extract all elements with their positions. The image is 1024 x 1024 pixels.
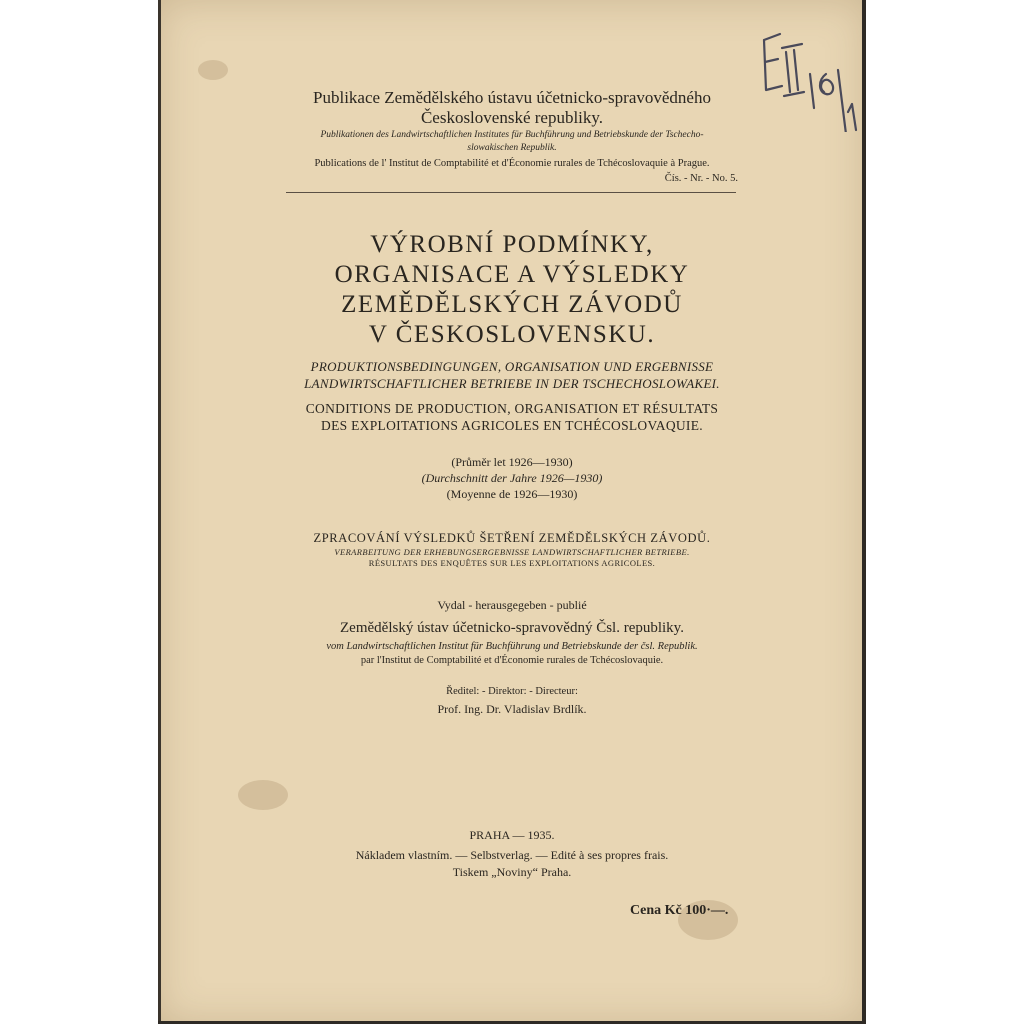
title-line3: ZEMĚDĚLSKÝCH ZÁVODŮ xyxy=(341,291,683,318)
publisher-name: Zemědělský ústav účetnicko-spravovědný Čsl. republiky. xyxy=(340,620,684,636)
processing-french: RÉSULTATS DES ENQUÊTES SUR LES EXPLOITATIONS AGRICOLES. xyxy=(368,558,656,568)
processing-german: VERARBEITUNG DER ERHEBUNGSERGEBNISSE LANDWIRTSCHAFTLICHER BETRIEBE. xyxy=(334,547,690,557)
years-french: (Moyenne de 1926—1930) xyxy=(446,487,578,501)
subtitle-french-line1: CONDITIONS DE PRODUCTION, ORGANISATION ET RÉSULTATS xyxy=(305,401,719,416)
title-line1: VÝROBNÍ PODMÍNKY, xyxy=(370,231,654,258)
title-line4: V ČESKOSLOVENSKU. xyxy=(368,321,656,348)
header-french: Publications de l' Institut de Comptabilité et d'Économie rurales de Tchécoslovaquie à Prague. xyxy=(314,158,710,169)
director-name: Prof. Ing. Dr. Vladislav Brdlík. xyxy=(437,702,587,716)
header-german-line1: Publikationen des Landwirtschaftlichen Institutes für Buchführung und Betriebskunde der Tschecho- xyxy=(320,130,704,140)
stain xyxy=(238,780,288,810)
years-czech: (Průměr let 1926—1930) xyxy=(451,455,573,469)
book-cover xyxy=(158,0,866,1024)
header-divider xyxy=(286,192,736,193)
publication-number: Čís. - Nr. - No. 5. xyxy=(664,173,738,184)
header-czech-line2: Československé republiky. xyxy=(420,108,604,127)
imprint-printer: Tiskem „Noviny“ Praha. xyxy=(452,865,572,879)
publisher-german: vom Landwirtschaftlichen Institut für Buchführung und Betriebskunde der čsl. Republik. xyxy=(326,641,698,652)
years-german: (Durchschnitt der Jahre 1926—1930) xyxy=(421,471,603,485)
imprint-city-year: PRAHA — 1935. xyxy=(469,828,555,842)
subtitle-german-line2: LANDWIRTSCHAFTLICHER BETRIEBE IN DER TSCHECHOSLOWAKEI. xyxy=(304,376,720,391)
price: Cena Kč 100·—. xyxy=(630,903,729,918)
publisher-french: par l'Institut de Comptabilité et d'Économie rurales de Tchécoslovaquie. xyxy=(360,655,664,666)
header-czech-line1: Publikace Zemědělského ústavu účetnicko-spravovědného xyxy=(313,88,711,107)
publisher-label: Vydal - herausgegeben - publié xyxy=(437,598,587,612)
header-german-line2: slowakischen Republik. xyxy=(467,143,557,153)
title-line2: ORGANISACE A VÝSLEDKY xyxy=(334,261,690,288)
director-label: Ředitel: - Direktor: - Directeur: xyxy=(446,686,578,697)
processing-czech: ZPRACOVÁNÍ VÝSLEDKŮ ŠETŘENÍ ZEMĚDĚLSKÝCH ZÁVODŮ. xyxy=(313,531,711,545)
subtitle-german-line1: PRODUKTIONSBEDINGUNGEN, ORGANISATION UND ERGEBNISSE xyxy=(310,359,714,374)
imprint-self-published: Nákladem vlastním. — Selbstverlag. — Edité à ses propres frais. xyxy=(355,848,669,862)
handwritten-shelf-mark xyxy=(756,22,866,132)
stain xyxy=(198,60,228,80)
subtitle-french-line2: DES EXPLOITATIONS AGRICOLES EN TCHÉCOSLOVAQUIE. xyxy=(321,418,703,433)
